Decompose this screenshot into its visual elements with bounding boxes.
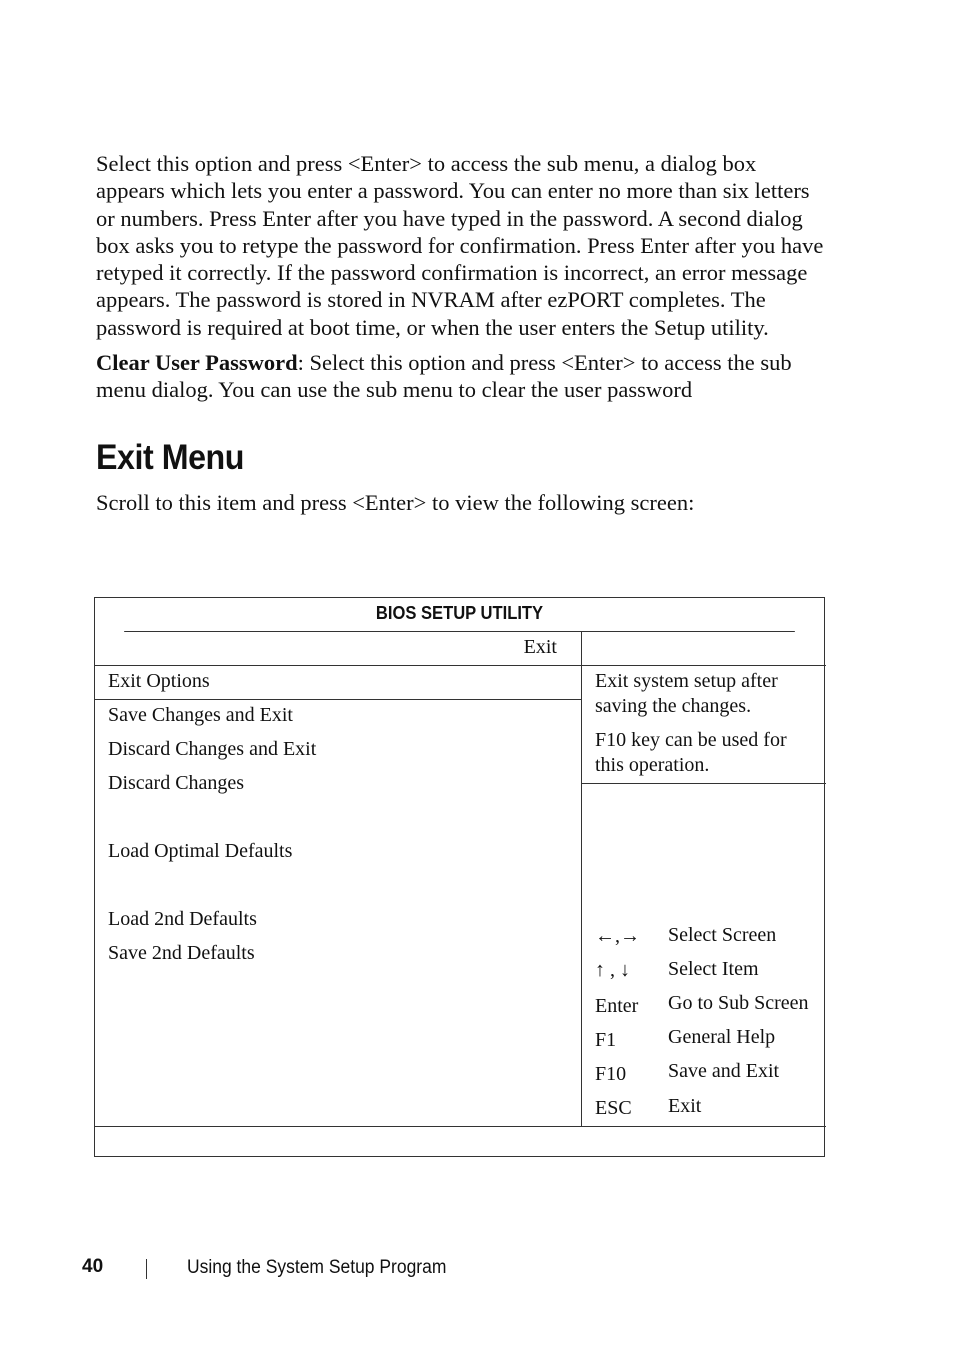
key-desc-select-item: Select Item [668,958,759,980]
tab-divider [95,665,581,666]
tab-exit[interactable]: Exit [523,636,557,658]
column-divider [581,631,582,1126]
bottom-divider [95,1126,826,1127]
page-content [96,150,826,516]
intro-text: Scroll to this item and press <Enter> to view the following screen: [96,489,695,515]
key-left-right: ←,→ [595,925,640,947]
key-desc-select-screen: Select Screen [668,924,777,946]
key-desc-save-exit: Save and Exit [668,1060,780,1082]
options-header-divider [95,699,581,700]
option-load-2nd-defaults[interactable]: Load 2nd Defaults [108,908,257,930]
bios-screen [94,597,825,1157]
key-f10: F10 [595,1063,627,1085]
key-desc-general-help: General Help [668,1026,776,1048]
option-save-2nd-defaults[interactable]: Save 2nd Defaults [108,942,255,964]
option-load-optimal-defaults[interactable]: Load Optimal Defaults [108,840,293,862]
key-desc-sub-screen: Go to Sub Screen [668,992,809,1014]
footer-section-title: Using the System Setup Program [187,1257,447,1278]
key-esc: ESC [595,1097,632,1119]
option-discard-changes-exit[interactable]: Discard Changes and Exit [108,738,317,760]
paragraph-clear-password [96,349,826,404]
key-desc-exit: Exit [668,1095,702,1117]
section-heading: Exit Menu [96,437,244,477]
key-enter: Enter [595,995,639,1017]
page-number: 40 [82,1256,104,1277]
option-discard-changes[interactable]: Discard Changes [108,772,245,794]
term-clear-user-password: Clear User Password [96,350,298,376]
bios-title: BIOS SETUP UTILITY [124,598,795,632]
option-save-changes-exit[interactable]: Save Changes and Exit [108,704,293,726]
clear-password-description: : Select this option and press <Enter> to access the sub menu dialog. You can use the sub menu to clear the user password [96,350,792,403]
options-header: Exit Options [108,670,210,692]
paragraph-set-password: Select this option and press <Enter> to access the sub menu, a dialog box appears which lets you enter a password. You can enter no more than six letters or numbers. Press Enter after you have typed in the password. A second dialog box asks you to retype the password for confirmation. Press Enter after you have retyped it correctly. If the password confirmation is incorrect, an error message appears. The password is stored in NVRAM after ezPORT completes. The password is required at boot time, or when the user enters the Setup utility. [96,151,824,340]
help-divider [581,783,826,784]
help-top-divider [581,665,826,666]
help-text-1: Exit system setup after saving the changes. [595,670,778,717]
footer-separator [146,1259,147,1279]
help-text-2: F10 key can be used for this operation. [595,729,787,776]
key-f1: F1 [595,1029,617,1051]
key-up-down: ↑ , ↓ [595,959,630,981]
